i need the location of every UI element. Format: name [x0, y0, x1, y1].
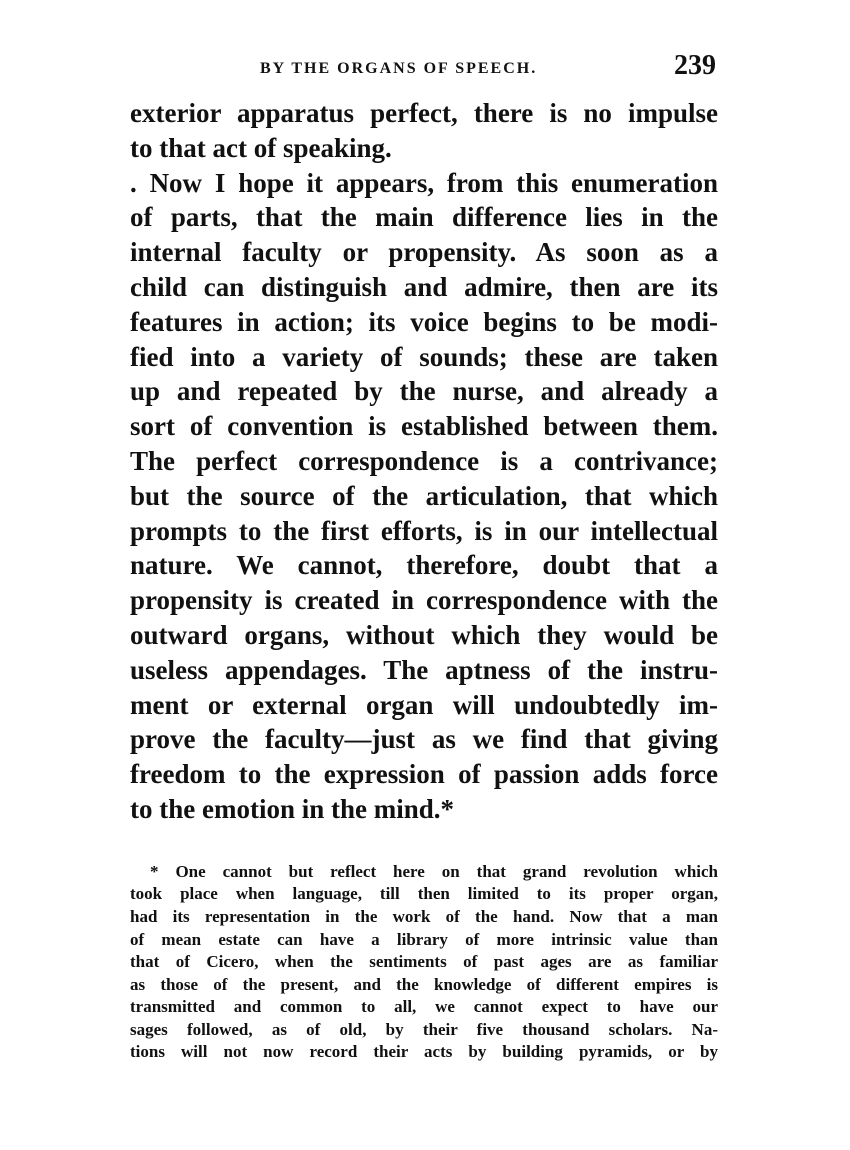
body-line: prompts to the first efforts, is in our intellectual: [130, 515, 718, 546]
body-line: ment or external organ will undoubtedly im-: [130, 689, 718, 720]
body-line: up and repeated by the nurse, and already a: [130, 376, 718, 407]
body-line: to that act of speaking.: [130, 132, 392, 163]
body-line: features in action; its voice begins to be modi-: [130, 306, 718, 337]
page-number: 239: [674, 50, 716, 81]
footnote-line: sages followed, as of old, by their five thousand scholars. Na-: [130, 1019, 718, 1039]
body-line: useless appendages. The aptness of the instru-: [130, 654, 718, 685]
body-line: The perfect correspondence is a contrivance;: [130, 445, 718, 476]
body-text: [130, 96, 718, 827]
body-line: outward organs, without which they would be: [130, 619, 718, 650]
body-line: to the emotion in the mind.*: [130, 793, 454, 824]
footnote: [130, 861, 718, 1064]
body-line: fied into a variety of sounds; these are taken: [130, 341, 718, 372]
footnote-line: that of Cicero, when the sentiments of past ages are as familiar: [130, 952, 718, 972]
footnote-line: as those of the present, and the knowledge of different empires is: [130, 974, 718, 994]
body-line: but the source of the articulation, that which: [130, 480, 718, 511]
body-line: freedom to the expression of passion adds force: [130, 759, 718, 790]
body-line: child can distinguish and admire, then are its: [130, 271, 718, 302]
body-line: internal faculty or propensity. As soon as a: [130, 237, 718, 268]
book-page: [130, 48, 718, 1064]
body-line: exterior apparatus perfect, there is no impulse: [130, 98, 718, 128]
body-line: prove the faculty—just as we find that giving: [130, 724, 718, 755]
footnote-line: * One cannot but reflect here on that grand revolution which: [150, 861, 718, 881]
footnote-line: tions will not now record their acts by building pyramids, or by: [130, 1042, 718, 1062]
body-line: nature. We cannot, therefore, doubt that a: [130, 550, 718, 581]
running-head: [130, 48, 718, 84]
footnote-line: transmitted and common to all, we cannot expect to have our: [130, 997, 718, 1017]
footnote-line: took place when language, till then limited to its proper organ,: [130, 884, 718, 904]
running-title: BY THE ORGANS OF SPEECH.: [260, 60, 538, 77]
body-line: propensity is created in correspondence with the: [130, 585, 718, 616]
footnote-line: of mean estate can have a library of more intrinsic value than: [130, 929, 718, 949]
body-line: sort of convention is established between them.: [130, 411, 718, 442]
footnote-line: had its representation in the work of the hand. Now that a man: [130, 906, 718, 926]
body-line: of parts, that the main difference lies in the: [130, 202, 718, 233]
body-line: . Now I hope it appears, from this enumeration: [130, 167, 718, 198]
